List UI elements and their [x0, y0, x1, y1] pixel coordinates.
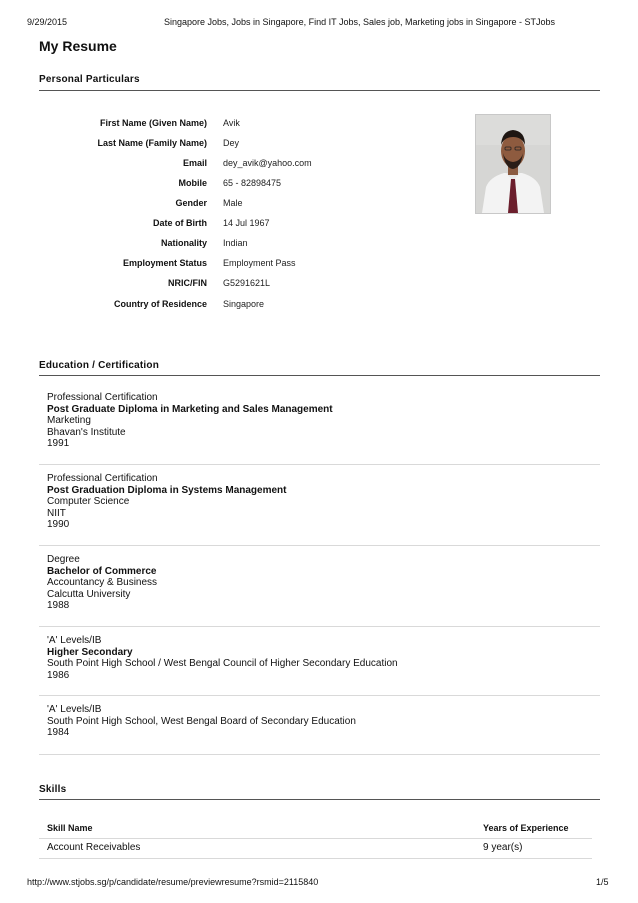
detail-value: Male [223, 198, 243, 208]
education-type: Professional Certification [47, 473, 158, 484]
education-entry [47, 635, 398, 681]
skills-header-divider [39, 838, 592, 839]
education-divider [39, 754, 600, 755]
detail-row [40, 258, 440, 272]
detail-value: 65 - 82898475 [223, 178, 282, 188]
detail-value: Employment Pass [223, 258, 296, 268]
education-divider [39, 626, 600, 627]
skills-section-title: Skills [39, 784, 67, 795]
detail-row [40, 198, 440, 212]
education-year: 1988 [47, 600, 70, 611]
education-year: 1986 [47, 669, 70, 681]
detail-value: Singapore [223, 299, 265, 309]
education-entry [47, 554, 157, 612]
detail-label: Last Name (Family Name) [97, 138, 207, 148]
detail-label: Nationality [160, 238, 207, 248]
detail-label: Date of Birth [153, 218, 207, 228]
education-section-rule [39, 375, 600, 376]
education-institution: NIIT [47, 507, 66, 519]
print-date: 9/29/2015 [27, 17, 68, 27]
education-type: 'A' Levels/IB [47, 704, 102, 715]
detail-row [40, 218, 440, 232]
print-page-title: Singapore Jobs, Jobs in Singapore, Find IT Jobs, Sales job, Marketing jobs in Singapore - STJobs [164, 17, 556, 27]
profile-photo [475, 114, 551, 214]
detail-value: 14 Jul 1967 [223, 218, 270, 228]
education-year: 1990 [47, 519, 70, 530]
education-institution: Calcutta University [47, 588, 131, 600]
detail-label: NRIC/FIN [168, 278, 207, 288]
page-title: My Resume [39, 38, 117, 54]
detail-value: Dey [223, 138, 240, 148]
education-divider [39, 464, 600, 465]
education-section-title: Education / Certification [39, 360, 160, 371]
education-entry [47, 392, 333, 450]
education-title: Higher Secondary [47, 646, 133, 658]
detail-label: Country of Residence [113, 299, 207, 309]
detail-row [40, 158, 440, 172]
skills-section-rule [39, 799, 600, 800]
detail-row [40, 118, 440, 132]
education-year: 1984 [47, 727, 70, 738]
education-year: 1991 [47, 438, 70, 449]
skill-name: Account Receivables [47, 842, 141, 853]
detail-value: dey_avik@yahoo.com [223, 158, 312, 168]
detail-row [40, 278, 440, 292]
education-title: Post Graduate Diploma in Marketing and Sales Management [47, 403, 333, 415]
print-url: http://www.stjobs.sg/p/candidate/resume/previewresume?rsmid=2115840 [27, 877, 319, 887]
personal-section-rule [39, 90, 600, 91]
print-page-number: 1/5 [596, 877, 609, 887]
skills-column-header: Skill Name [47, 823, 93, 833]
detail-label: Email [182, 158, 207, 168]
detail-row [40, 138, 440, 152]
education-institution: Bhavan's Institute [47, 426, 126, 438]
detail-row [40, 178, 440, 192]
personal-section-title: Personal Particulars [39, 74, 140, 85]
education-title: Post Graduation Diploma in Systems Management [47, 484, 287, 496]
education-divider [39, 545, 600, 546]
detail-label: Mobile [178, 178, 207, 188]
education-title: Bachelor of Commerce [47, 565, 157, 577]
education-field: Accountancy & Business [47, 577, 158, 588]
skills-row-divider [39, 858, 592, 859]
skills-column-header: Years of Experience [483, 823, 569, 833]
person-portrait-icon [476, 115, 550, 213]
education-institution: South Point High School / West Bengal Council of Higher Secondary Education [47, 658, 398, 669]
detail-value: Avik [223, 118, 240, 128]
education-entry [47, 704, 356, 739]
detail-label: First Name (Given Name) [99, 118, 207, 128]
education-type: Professional Certification [47, 392, 158, 403]
detail-label: Gender [175, 198, 207, 208]
skill-years: 9 year(s) [483, 842, 523, 853]
education-type: 'A' Levels/IB [47, 635, 102, 646]
detail-row [40, 238, 440, 252]
detail-label: Employment Status [122, 258, 207, 268]
education-institution: South Point High School, West Bengal Board of Secondary Education [47, 715, 356, 727]
education-divider [39, 695, 600, 696]
detail-row [40, 299, 440, 313]
education-field: Computer Science [47, 496, 130, 507]
detail-value: Indian [223, 238, 248, 248]
education-type: Degree [47, 554, 80, 565]
education-field: Marketing [47, 415, 91, 426]
education-entry [47, 473, 287, 531]
detail-value: G5291621L [223, 278, 271, 288]
